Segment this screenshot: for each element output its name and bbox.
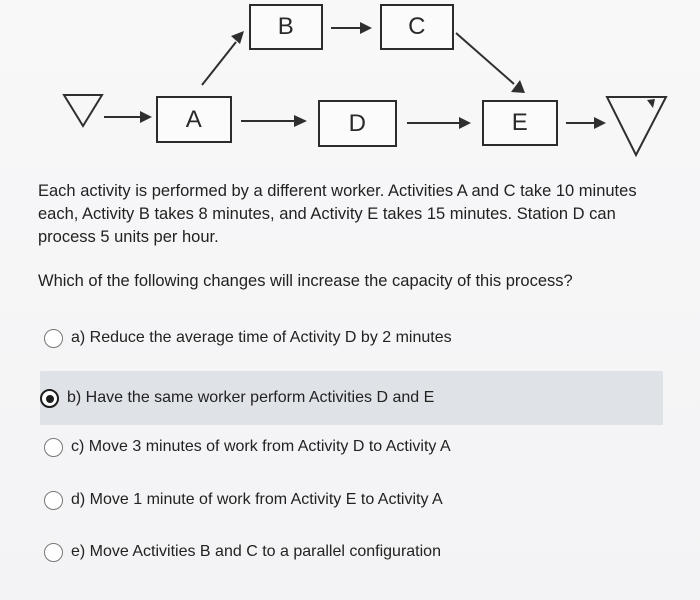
answer-option-d[interactable] [44, 483, 664, 517]
answer-option-b[interactable] [40, 371, 663, 425]
activity-e-label: E [511, 109, 529, 136]
activity-a-box [156, 96, 232, 143]
question-prompt: Which of the following changes will increase the capacity of this process? [38, 272, 573, 290]
activity-e-box [482, 100, 558, 146]
answer-option-a-label: a) Reduce the average time of Activity D by 2 minutes [71, 329, 452, 346]
answer-option-d-label: d) Move 1 minute of work from Activity E to Activity A [71, 491, 443, 508]
radio-selected-icon[interactable] [40, 389, 59, 408]
activity-d-box [318, 100, 397, 147]
answer-option-e[interactable] [44, 535, 664, 569]
radio-icon[interactable] [44, 543, 63, 562]
answer-option-c[interactable] [44, 430, 664, 464]
process-flow-diagram [0, 0, 700, 170]
answer-option-e-label: e) Move Activities B and C to a parallel configuration [71, 543, 441, 560]
activity-b-box [249, 4, 323, 50]
activity-b-label: B [277, 13, 295, 40]
question-text: Each activity is performed by a different worker. Activities A and C take 10 minutes each, Activity B takes 8 minutes, and Activity E takes 15 minutes. Station D can process 5 units per hour. [38, 182, 637, 246]
activity-c-box [380, 4, 454, 50]
answer-option-b-label: b) Have the same worker perform Activities D and E [67, 389, 435, 406]
radio-icon[interactable] [44, 438, 63, 457]
answer-option-a[interactable] [44, 321, 664, 355]
activity-d-label: D [348, 109, 367, 137]
activity-a-label: A [185, 105, 203, 133]
answer-option-c-label: c) Move 3 minutes of work from Activity D to Activity A [71, 438, 451, 455]
activity-c-label: C [408, 13, 426, 40]
radio-icon[interactable] [44, 329, 63, 348]
radio-icon[interactable] [44, 491, 63, 510]
